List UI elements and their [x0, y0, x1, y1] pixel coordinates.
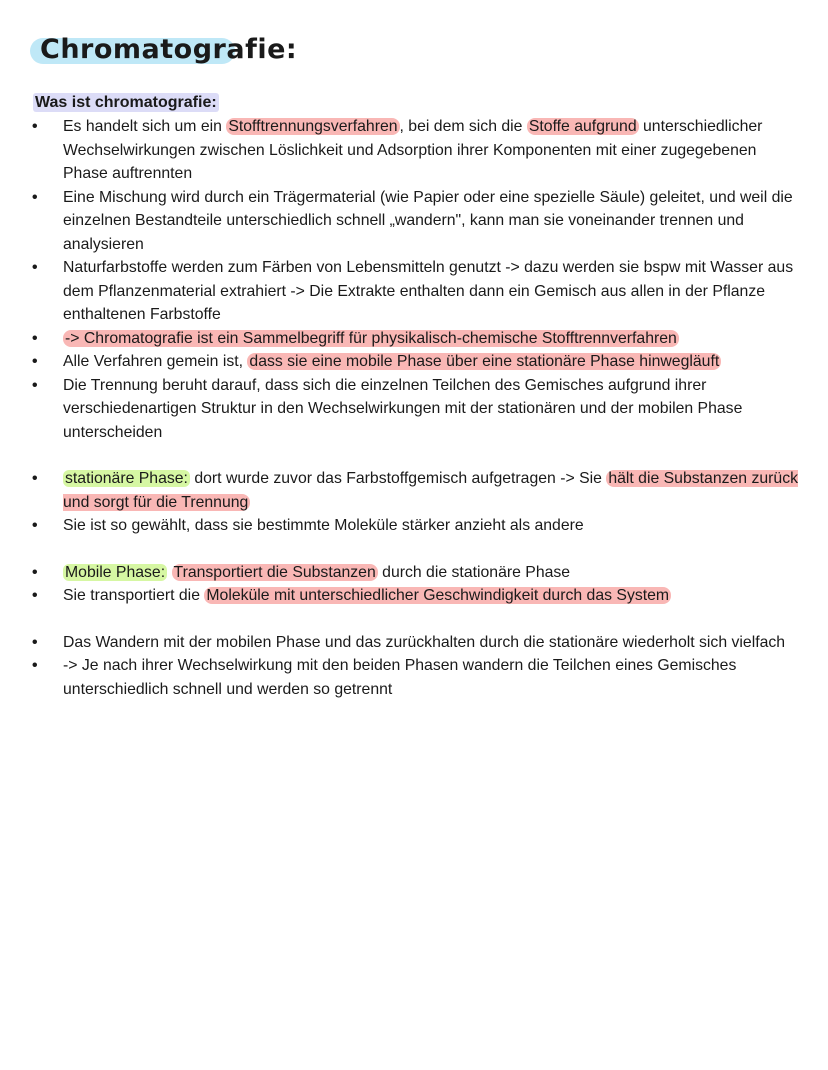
- item-text: Sie transportiert die: [63, 587, 205, 604]
- bullet: •: [32, 118, 38, 135]
- highlight-pink: Stofftrennungsverfahren: [228, 118, 398, 135]
- list-item: [32, 374, 802, 445]
- list-item: [32, 514, 802, 538]
- page-title: Chromatografie:: [40, 34, 298, 65]
- highlight-pink: Stoffe aufgrund: [528, 118, 637, 135]
- bullet: •: [32, 188, 38, 206]
- item-text: Sie ist so gewählt, dass sie bestimmte Moleküle stärker anzieht als andere: [63, 517, 584, 534]
- bullet: •: [32, 329, 38, 347]
- bullet: •: [32, 657, 38, 674]
- item-text: Die Trennung beruht darauf, dass sich die einzelnen Teilchen des Gemisches aufgrund ihrer verschiedenartigen Struktur in den Wechselwirkungen mit der stationären und der mobilen Phase unterscheiden: [63, 376, 743, 441]
- list-item: [32, 631, 802, 655]
- item-text: , bei dem sich die: [399, 118, 527, 135]
- highlight-pink: Moleküle mit unterschiedlicher Geschwindigkeit durch das System: [206, 587, 670, 604]
- highlight-pink: -> Chromatografie ist ein Sammelbegriff für physikalisch-chemische Stofftrennverfahren: [65, 329, 677, 347]
- list-item: [32, 186, 802, 257]
- item-text: dort wurde zuvor das Farbstoffgemisch aufgetragen -> Sie: [189, 470, 607, 487]
- item-text: -> Je nach ihrer Wechselwirkung mit den beiden Phasen wandern die Teilchen eines Gemisches unterschiedlich schnell und werden so getrennt: [63, 657, 737, 698]
- bullet: •: [32, 517, 38, 534]
- item-text: [167, 564, 171, 581]
- bullet: •: [32, 259, 38, 276]
- item-text: Alle Verfahren gemein ist,: [63, 353, 248, 370]
- bullet: •: [32, 353, 38, 370]
- list-item: [32, 584, 802, 608]
- list-item: [32, 467, 802, 514]
- item-text: Das Wandern mit der mobilen Phase und das zurückhalten durch die stationäre wiederholt sich vielfach: [63, 633, 786, 651]
- item-text: unterschiedlicher Wechselwirkungen zwischen Löslichkeit und Adsorption ihrer Komponenten mit einer zugegebenen Phase auftrennten: [63, 118, 763, 182]
- list-item: [32, 654, 802, 701]
- section-heading-text: Was ist chromatografie:: [35, 94, 217, 111]
- highlight-green: Mobile Phase:: [65, 563, 166, 581]
- list-item: [32, 115, 802, 186]
- bullet: •: [32, 633, 38, 651]
- highlight-pink: hält die Substanzen zurück und sorgt für die Trennung: [63, 470, 798, 511]
- highlight-pink: Transportiert die Substanzen: [173, 563, 376, 581]
- bullet-list: [32, 115, 802, 701]
- bullet: •: [32, 587, 38, 604]
- list-item: [32, 561, 802, 585]
- list-item: [32, 256, 802, 327]
- bullet: •: [32, 376, 38, 394]
- bullet: •: [32, 470, 38, 487]
- item-text: Naturfarbstoffe werden zum Färben von Lebensmitteln genutzt -> dazu werden sie bspw mit Wasser aus dem Pflanzenmaterial extrahiert -> Die Extrakte enthalten dann ein Gemisch aus allen in der Pflanze enthaltenen Farbstoffe: [63, 259, 794, 323]
- bullet: •: [32, 563, 38, 581]
- item-text: durch die stationäre Phase: [377, 563, 571, 581]
- list-item: [32, 350, 802, 374]
- item-text: Es handelt sich um ein: [63, 118, 227, 135]
- list-item: [32, 327, 802, 351]
- highlight-green: stationäre Phase:: [65, 470, 188, 487]
- item-text: Eine Mischung wird durch ein Trägermaterial (wie Papier oder eine spezielle Säule) geleitet, und weil die einzelnen Bestandteile unterschiedlich schnell „wandern", kann man sie voneinander trennen und analysieren: [63, 188, 793, 253]
- highlight-pink: dass sie eine mobile Phase über eine stationäre Phase hinwegläuft: [249, 353, 720, 370]
- page-title-block: [30, 28, 297, 72]
- section-heading: [33, 92, 219, 114]
